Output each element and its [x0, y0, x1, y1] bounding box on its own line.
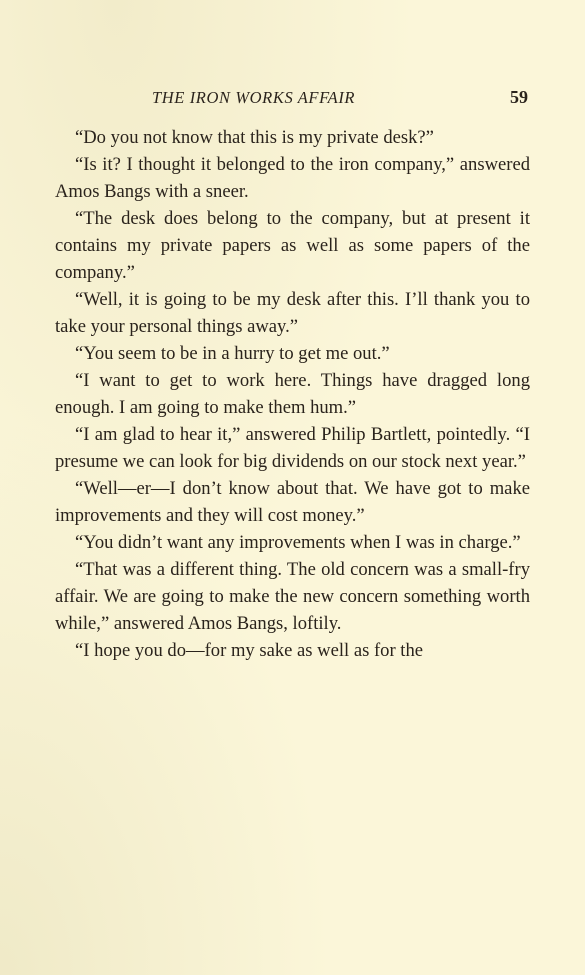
- paragraph: “The desk does belong to the company, but at present it contains my private papers as well as some papers of the company.”: [55, 208, 530, 283]
- paragraph: “Well—er—I don’t know about that. We have got to make improvements and they will cost money.”: [55, 478, 530, 526]
- body-text: [55, 124, 530, 664]
- paragraph: “I am glad to hear it,” answered Philip Bartlett, pointedly. “I presume we can look for big dividends on our stock next year.”: [55, 424, 530, 472]
- page-number: 59: [510, 87, 528, 107]
- paragraph: “Is it? I thought it belonged to the iron company,” answered Amos Bangs with a sneer.: [55, 154, 530, 202]
- paragraph: “You seem to be in a hurry to get me out.”: [75, 343, 390, 364]
- paragraph: “I want to get to work here. Things have dragged long enough. I am going to make them hum.”: [55, 370, 530, 418]
- paragraph: “I hope you do—for my sake as well as for the: [75, 640, 424, 661]
- running-head: [55, 88, 530, 114]
- running-title: THE IRON WORKS AFFAIR: [152, 88, 356, 107]
- paragraph: “You didn’t want any improvements when I was in charge.”: [75, 532, 521, 553]
- paragraph: “Do you not know that this is my private desk?”: [75, 127, 434, 148]
- paragraph: “Well, it is going to be my desk after this. I’ll thank you to take your personal things away.”: [55, 289, 530, 337]
- paragraph: “That was a different thing. The old concern was a small-fry affair. We are going to make the new concern something worth while,” answered Amos Bangs, loftily.: [55, 559, 530, 634]
